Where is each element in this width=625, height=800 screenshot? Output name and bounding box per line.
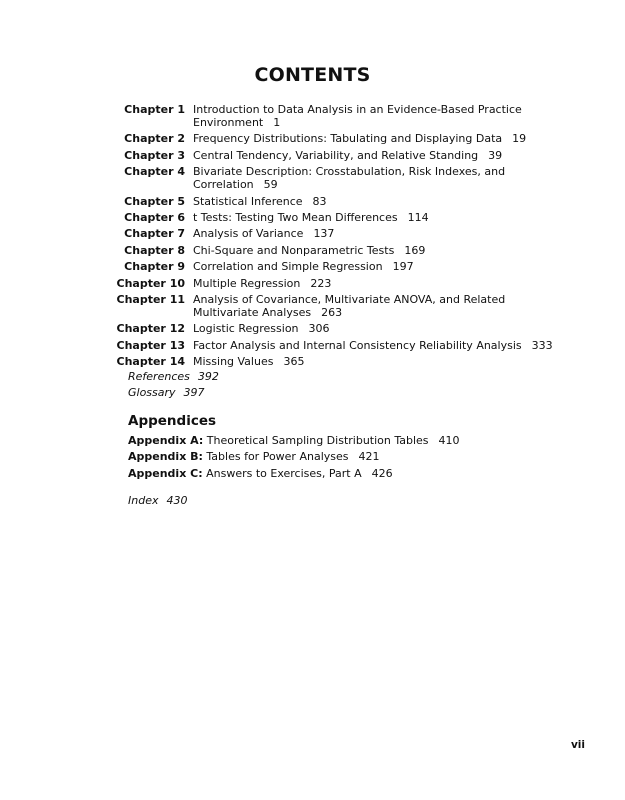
chapter-title: Correlation and Simple Regression [193,260,383,274]
chapter-title-wrap [193,211,573,224]
chapter-title: Missing Values [193,355,274,369]
chapter-page-number: 197 [392,260,414,274]
chapter-title-wrap [193,165,573,191]
chapter-entry[interactable] [0,103,625,129]
chapter-entry[interactable] [0,355,625,368]
chapter-label: Chapter 7 [124,227,185,241]
glossary-label: Glossary [128,386,176,399]
chapter-label: Chapter 14 [116,355,185,369]
references-entry[interactable] [128,370,219,383]
chapter-title: Statistical Inference [193,194,303,208]
references-page-number: 392 [197,370,219,383]
chapter-title-wrap [193,149,573,162]
chapter-title-wrap [193,103,573,129]
index-page-number: 430 [166,494,188,507]
chapter-label: Chapter 12 [116,322,185,336]
chapter-page-number: 19 [512,132,527,146]
references-label: References [128,370,190,383]
chapter-title: Central Tendency, Variability, and Relative Standing [193,148,479,162]
chapter-page-number: 114 [407,210,429,224]
chapter-label: Chapter 9 [124,260,185,274]
chapter-page-number: 169 [404,243,426,257]
chapter-entry[interactable] [0,165,625,191]
chapter-page-number: 1 [273,116,281,129]
chapter-title-wrap [193,195,573,208]
chapter-label: Chapter 10 [116,276,185,290]
chapter-page-number: 83 [312,194,327,208]
chapter-label: Chapter 8 [124,243,185,257]
chapter-title-wrap [193,322,573,335]
chapter-label: Chapter 3 [124,148,185,162]
chapter-label: Chapter 11 [116,292,185,306]
chapter-title-wrap [193,227,573,240]
chapter-title: Analysis of Covariance, Multivariate ANOVA, and Related Multivariate Analyses [193,292,506,319]
chapter-entry[interactable] [0,322,625,335]
chapter-entry[interactable] [0,260,625,273]
chapter-entry[interactable] [0,211,625,224]
appendix-label: Appendix C: [128,466,203,480]
chapter-title: Analysis of Variance [193,227,304,241]
chapter-title: Introduction to Data Analysis in an Evidence-Based Practice Environment [193,103,522,129]
index-entry[interactable] [128,494,187,507]
chapter-page-number: 365 [283,355,305,369]
chapter-page-number: 137 [313,227,335,241]
chapter-entry[interactable] [0,132,625,145]
chapter-page-number: 223 [310,276,332,290]
chapter-entry[interactable] [0,339,625,352]
chapter-title-wrap [193,293,573,319]
page-title: CONTENTS [254,64,371,86]
appendix-page-number: 426 [371,466,393,480]
chapter-entry[interactable] [0,293,625,319]
chapter-label: Chapter 6 [124,210,185,224]
chapter-title: Bivariate Description: Crosstabulation, Risk Indexes, and Correlation [193,165,506,192]
appendix-title: Answers to Exercises, Part A [206,466,362,480]
appendix-page-number: 410 [438,434,460,447]
glossary-entry[interactable] [128,386,205,399]
chapter-title: Frequency Distributions: Tabulating and Displaying Data [193,132,503,146]
chapter-entry[interactable] [0,195,625,208]
appendix-label: Appendix A: [128,434,204,447]
chapter-entry[interactable] [0,149,625,162]
chapter-title: Logistic Regression [193,322,299,336]
chapter-page-number: 59 [263,178,278,192]
appendix-page-number: 421 [358,450,380,464]
page-folio: vii [570,739,585,751]
chapter-title: Factor Analysis and Internal Consistency Reliability Analysis [193,338,522,352]
glossary-page-number: 397 [183,386,205,399]
chapter-label: Chapter 4 [124,165,185,179]
appendix-entry[interactable] [128,450,460,463]
chapter-title: t Tests: Testing Two Mean Differences [193,210,398,224]
chapter-entry[interactable] [0,244,625,257]
appendices-heading: Appendices [128,413,217,429]
chapter-list [0,103,625,371]
chapter-page-number: 306 [308,322,330,336]
appendix-entry[interactable] [128,434,460,447]
chapter-title-wrap [193,355,573,368]
appendix-title: Tables for Power Analyses [206,450,349,464]
chapter-entry[interactable] [0,277,625,290]
appendix-label: Appendix B: [128,450,203,464]
chapter-title-wrap [193,339,573,352]
chapter-label: Chapter 2 [124,132,185,146]
appendix-entry[interactable] [128,467,460,480]
index-label: Index [128,494,159,507]
chapter-entry[interactable] [0,227,625,240]
chapter-title: Multiple Regression [193,276,301,290]
chapter-title-wrap [193,277,573,290]
chapter-page-number: 263 [321,305,343,319]
chapter-title-wrap [193,260,573,273]
chapter-title-wrap [193,244,573,257]
chapter-page-number: 333 [531,338,553,352]
chapter-page-number: 39 [488,148,503,162]
appendix-list [128,434,460,483]
chapter-label: Chapter 5 [124,194,185,208]
chapter-title-wrap [193,132,573,145]
chapter-title: Chi-Square and Nonparametric Tests [193,243,395,257]
chapter-label: Chapter 1 [124,103,185,116]
appendix-title: Theoretical Sampling Distribution Tables [206,434,429,447]
chapter-label: Chapter 13 [116,338,185,352]
